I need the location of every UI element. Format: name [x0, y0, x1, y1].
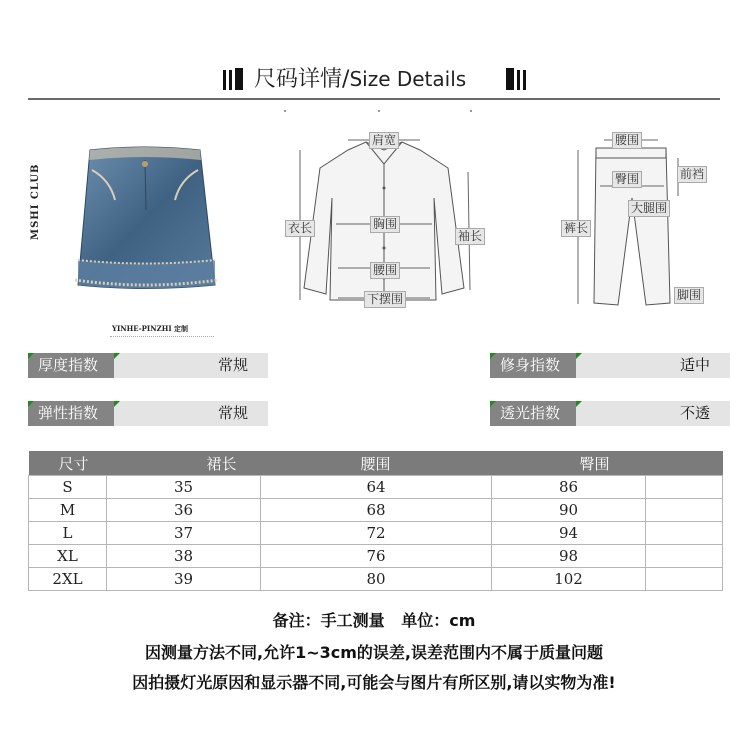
- index-value: 适中: [679, 356, 710, 374]
- cell-waist: 68: [261, 499, 492, 522]
- index-name: 修身指数: [490, 353, 576, 378]
- header-left-bars: [223, 66, 243, 90]
- title-sep: /: [342, 67, 350, 92]
- cell-waist: 72: [261, 522, 492, 545]
- label-body-length: 衣长: [285, 220, 315, 237]
- cell-waist: 64: [261, 476, 492, 499]
- cell-skirt-length: 39: [107, 568, 261, 591]
- cell-waist: 76: [261, 545, 492, 568]
- label-hem: 下摆围: [364, 291, 406, 308]
- pants-diagram: [566, 128, 716, 310]
- header-skirt-length: 裙长: [107, 451, 261, 476]
- label-shoulder: 肩宽: [369, 132, 399, 149]
- decor-dot: [470, 110, 472, 112]
- index-value: 常规: [217, 356, 248, 374]
- index-value-box: [114, 353, 268, 378]
- index-thickness: [28, 353, 268, 378]
- cell-hip: 90: [492, 499, 646, 522]
- table-row: [29, 499, 723, 522]
- header-waist: 腰围: [261, 451, 492, 476]
- header-right-bars: [506, 66, 526, 90]
- label-chest: 胸围: [370, 216, 400, 233]
- note-measurement: 备注：手工测量 单位：cm: [272, 611, 476, 630]
- header-hip: 臀围: [492, 451, 646, 476]
- label-front-rise: 前裆: [677, 166, 707, 183]
- label-pants-length: 裤长: [561, 220, 591, 237]
- index-value-box: [114, 401, 268, 426]
- title-en: Size Details: [349, 67, 467, 91]
- cell-skirt-length: 36: [107, 499, 261, 522]
- index-value: 常规: [217, 404, 248, 422]
- page-title: [254, 62, 466, 93]
- cell-size: XL: [29, 545, 107, 568]
- label-sleeve: 袖长: [455, 228, 485, 245]
- skirt-image: [70, 140, 220, 300]
- table-row: [29, 568, 723, 591]
- index-transparency: [490, 401, 730, 426]
- cell-hip: 86: [492, 476, 646, 499]
- decor-dot: [378, 110, 380, 112]
- cell-hip: 98: [492, 545, 646, 568]
- cell-empty: [646, 522, 723, 545]
- cell-empty: [646, 499, 723, 522]
- caption-fine-print: [110, 336, 214, 340]
- index-value: 不透: [679, 404, 710, 422]
- header-size: 尺寸: [29, 451, 107, 476]
- label-hip: 臀围: [612, 171, 642, 188]
- table-row: [29, 545, 723, 568]
- cell-size: M: [29, 499, 107, 522]
- title-cn: 尺码详情: [254, 67, 343, 92]
- cell-waist: 80: [261, 568, 492, 591]
- cell-skirt-length: 35: [107, 476, 261, 499]
- cell-skirt-length: 37: [107, 522, 261, 545]
- cell-empty: [646, 568, 723, 591]
- label-pants-waist: 腰围: [612, 132, 642, 149]
- index-value-box: [576, 401, 730, 426]
- cell-size: S: [29, 476, 107, 499]
- label-leg-opening: 脚围: [674, 287, 704, 304]
- index-elasticity: [28, 401, 268, 426]
- index-name: 厚度指数: [28, 353, 114, 378]
- header-empty: [646, 451, 723, 476]
- index-fit: [490, 353, 730, 378]
- header-divider: [28, 98, 720, 100]
- product-caption: YINHE-PINZHI 定制: [112, 324, 189, 333]
- cell-empty: [646, 545, 723, 568]
- table-row: [29, 476, 723, 499]
- cell-empty: [646, 476, 723, 499]
- table-header-row: [29, 451, 723, 476]
- note-tolerance: 因测量方法不同,允许1~3cm的误差,误差范围内不属于质量问题: [145, 643, 603, 662]
- label-shirt-waist: 腰围: [370, 262, 400, 279]
- brand-text: MSHI CLUB: [30, 163, 41, 240]
- cell-size: 2XL: [29, 568, 107, 591]
- cell-skirt-length: 38: [107, 545, 261, 568]
- index-value-box: [576, 353, 730, 378]
- table-row: [29, 522, 723, 545]
- label-thigh: 大腿围: [628, 200, 670, 217]
- index-name: 弹性指数: [28, 401, 114, 426]
- index-name: 透光指数: [490, 401, 576, 426]
- cell-size: L: [29, 522, 107, 545]
- cell-hip: 102: [492, 568, 646, 591]
- size-table: [28, 451, 723, 591]
- decor-dot: [284, 110, 286, 112]
- cell-hip: 94: [492, 522, 646, 545]
- note-color-disclaimer: 因拍摄灯光原因和显示器不同,可能会与图片有所区别,请以实物为准!: [132, 673, 616, 692]
